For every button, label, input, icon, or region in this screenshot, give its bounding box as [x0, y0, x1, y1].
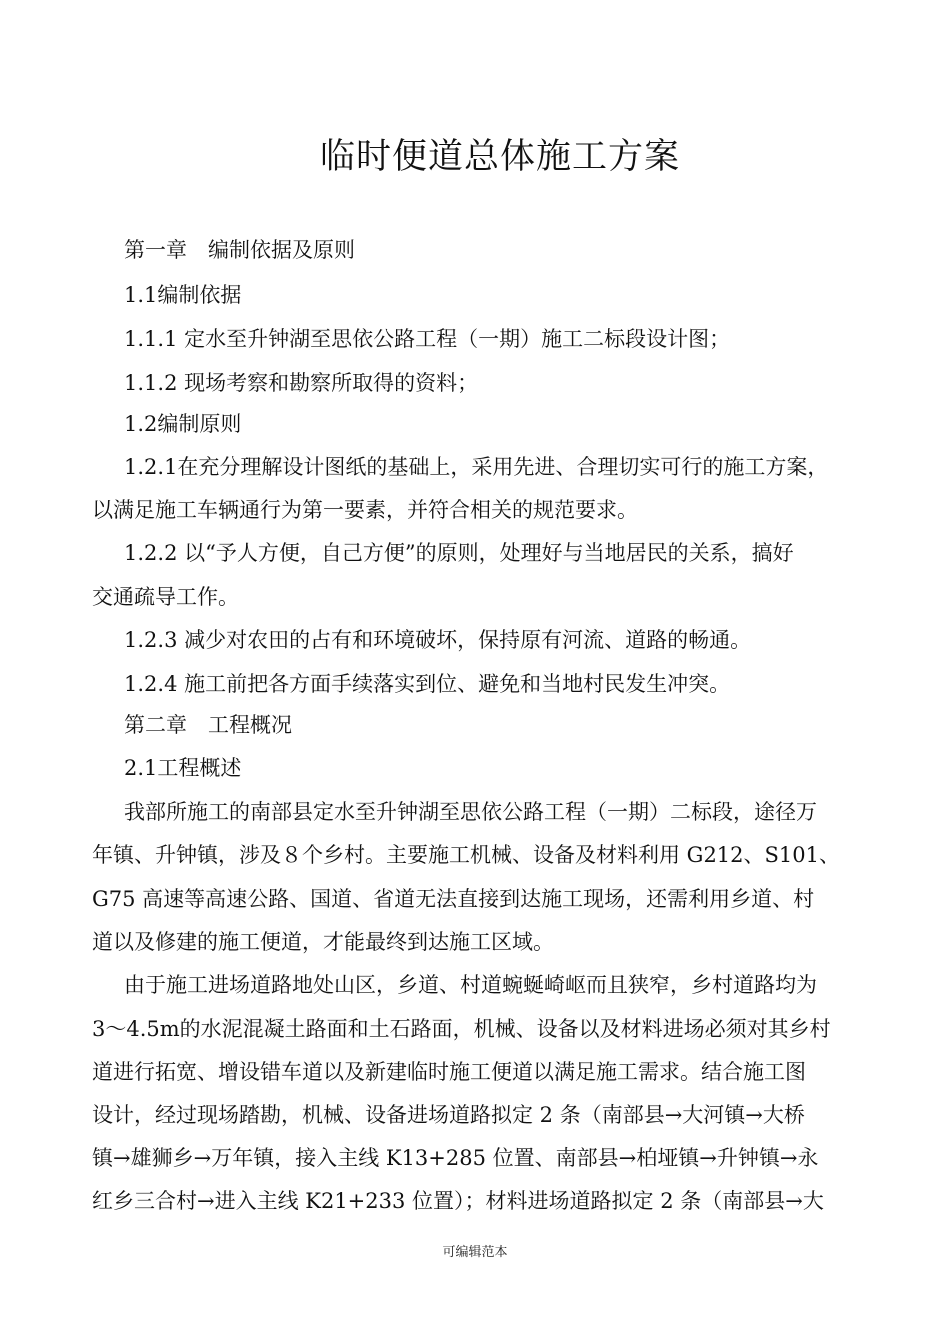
- paragraph-line: 1.2.3 减少对农田的占有和环境破坏，保持原有河流、道路的畅通。: [124, 628, 752, 652]
- paragraph-line: 3～4.5m的水泥混凝土路面和土石路面，机械、设备以及材料进场必须对其乡村: [92, 1017, 831, 1041]
- document-title: 临时便道总体施工方案: [319, 137, 680, 177]
- paragraph-line: 1.1.2 现场考察和勘察所取得的资料；: [124, 371, 479, 395]
- paragraph-line: 镇→雄狮乡→万年镇，接入主线 K13+285 位置、南部县→柏垭镇→升钟镇→永: [92, 1146, 819, 1170]
- paragraph-line: 设计，经过现场踏勘，机械、设备进场道路拟定 2 条（南部县→大河镇→大桥: [92, 1103, 805, 1127]
- paragraph-line: 1.2.2 以“予人方便，自己方便”的原则，处理好与当地居民的关系，搞好: [124, 541, 794, 565]
- chapter-1-heading: 第一章 编制依据及原则: [124, 238, 355, 262]
- paragraph-line: G75 高速等高速公路、国道、省道无法直接到达施工现场，还需利用乡道、村: [92, 887, 815, 911]
- paragraph-line: 年镇、升钟镇，涉及８个乡村。主要施工机械、设备及材料利用 G212、S101、: [92, 843, 840, 867]
- paragraph-line: 红乡三合村→进入主线 K21+233 位置）；材料进场道路拟定 2 条（南部县→大: [92, 1189, 824, 1213]
- paragraph-line: 1.2.1在充分理解设计图纸的基础上，采用先进、合理切实可行的施工方案，: [124, 455, 829, 479]
- paragraph-line: 交通疏导工作。: [92, 585, 239, 609]
- paragraph-line: 1.2.4 施工前把各方面手续落实到位、避免和当地村民发生冲突。: [124, 672, 731, 696]
- section-1-2-heading: 1.2编制原则: [124, 412, 242, 436]
- paragraph-line: 1.1.1 定水至升钟湖至思依公路工程（一期）施工二标段设计图；: [124, 327, 731, 351]
- paragraph-line: 由于施工进场道路地处山区，乡道、村道蜿蜒崎岖而且狭窄，乡村道路均为: [124, 973, 817, 997]
- section-1-1-heading: 1.1编制依据: [124, 283, 242, 307]
- paragraph-line: 我部所施工的南部县定水至升钟湖至思依公路工程（一期）二标段，途径万: [124, 800, 817, 824]
- section-2-1-heading: 2.1工程概述: [124, 756, 242, 780]
- paragraph-line: 道以及修建的施工便道，才能最终到达施工区域。: [92, 930, 554, 954]
- paragraph-line: 以满足施工车辆通行为第一要素，并符合相关的规范要求。: [92, 498, 638, 522]
- paragraph-line: 道进行拓宽、增设错车道以及新建临时施工便道以满足施工需求。结合施工图: [92, 1060, 806, 1084]
- page-footer: 可编辑范本: [442, 1245, 508, 1260]
- chapter-2-heading: 第二章 工程概况: [124, 713, 292, 737]
